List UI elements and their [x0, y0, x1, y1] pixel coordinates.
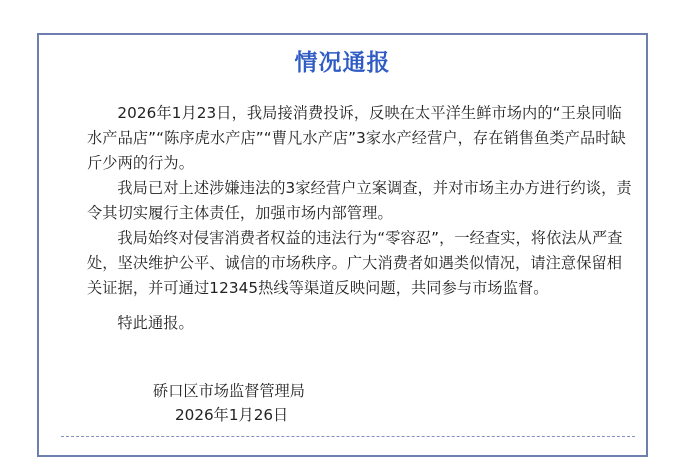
signature-organization: 硚口区市场监督管理局 [153, 382, 305, 400]
notice-title: 情况通报 [294, 50, 391, 76]
notice-paragraph-3: 我局始终对侵害消费者权益的违法行为“零容忍”，一经查实，将依法从严查处，坚决维护公平、诚信的市场秩序。广大消费者如遇类似情况，请注意保留相关证据，并可通过12345热线等渠道反映问题，共同参与市场监督。 [87, 229, 623, 297]
notice-frame [37, 33, 648, 457]
bottom-dashed-divider [61, 436, 635, 437]
notice-paragraph-1: 2026年1月23日，我局接消费投诉，反映在太平洋生鲜市场内的“王泉同临水产品店”“陈序虎水产店”“曹凡水产店”3家水产经营户，存在销售鱼类产品时缺斤少两的行为。 [87, 104, 626, 172]
signature-date: 2026年1月26日 [175, 406, 289, 424]
notice-paragraph-2: 我局已对上述涉嫌违法的3家经营户立案调查，并对市场主办方进行约谈，责令其切实履行主体责任，加强市场内部管理。 [87, 179, 632, 222]
notice-closing: 特此通报。 [117, 314, 194, 332]
